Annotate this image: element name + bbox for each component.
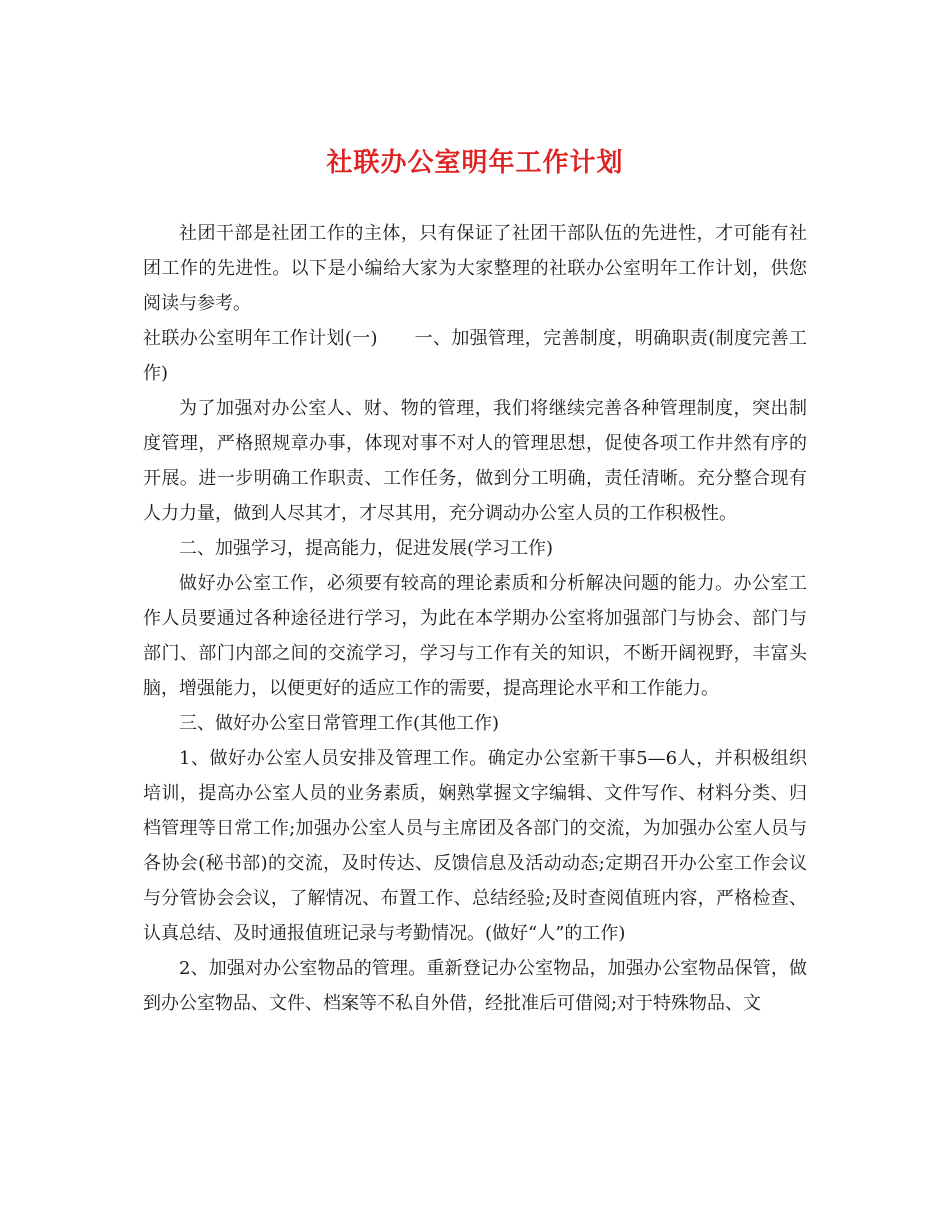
paragraph-section-1-heading: 社联办公室明年工作计划(一) 一、加强管理，完善制度，明确职责(制度完善工作) bbox=[143, 328, 807, 384]
paragraph-item-1: 1、做好办公室人员安排及管理工作。确定办公室新干事5—6人，并积极组织培训，提高办公室人员的业务素质，娴熟掌握文字编辑、文件写作、材料分类、归档管理等日常工作;加强办公室人员与主席团及各部门的交流，为加强办公室人员与各协会(秘书部)的交流，及时传达、反馈信息及活动动态;定期召开办公室工作会议与分管协会会议，了解情况、布置工作、总结经验;及时查阅值班内容，严格检查、认真总结、及时通报值班记录与考勤情况。(做好“人”的工作) bbox=[143, 748, 807, 944]
document-body bbox=[143, 216, 807, 1021]
paragraph-section-2-heading: 二、加强学习，提高能力，促进发展(学习工作) bbox=[179, 538, 554, 559]
paragraph-intro: 社团干部是社团工作的主体，只有保证了社团干部队伍的先进性，才可能有社团工作的先进性。以下是小编给大家为大家整理的社联办公室明年工作计划，供您阅读与参考。 bbox=[143, 223, 807, 314]
paragraph-section-3-heading: 三、做好办公室日常管理工作(其他工作) bbox=[179, 713, 500, 734]
paragraph-section-2-body: 做好办公室工作，必须要有较高的理论素质和分析解决问题的能力。办公室工作人员要通过各种途径进行学习，为此在本学期办公室将加强部门与协会、部门与部门、部门内部之间的交流学习，学习与工作有关的知识，不断开阔视野，丰富头脑，增强能力，以便更好的适应工作的需要，提高理论水平和工作能力。 bbox=[143, 573, 807, 699]
paragraph-section-1-body: 为了加强对办公室人、财、物的管理，我们将继续完善各种管理制度，突出制度管理，严格照规章办事，体现对事不对人的管理思想，促使各项工作井然有序的开展。进一步明确工作职责、工作任务，做到分工明确，责任清晰。充分整合现有人力力量，做到人尽其才，才尽其用，充分调动办公室人员的工作积极性。 bbox=[143, 398, 807, 524]
document-title: 社联办公室明年工作计划 bbox=[326, 148, 624, 178]
paragraph-item-2: 2、加强对办公室物品的管理。重新登记办公室物品，加强办公室物品保管，做到办公室物品、文件、档案等不私自外借，经批准后可借阅;对于特殊物品、文 bbox=[143, 958, 807, 1014]
